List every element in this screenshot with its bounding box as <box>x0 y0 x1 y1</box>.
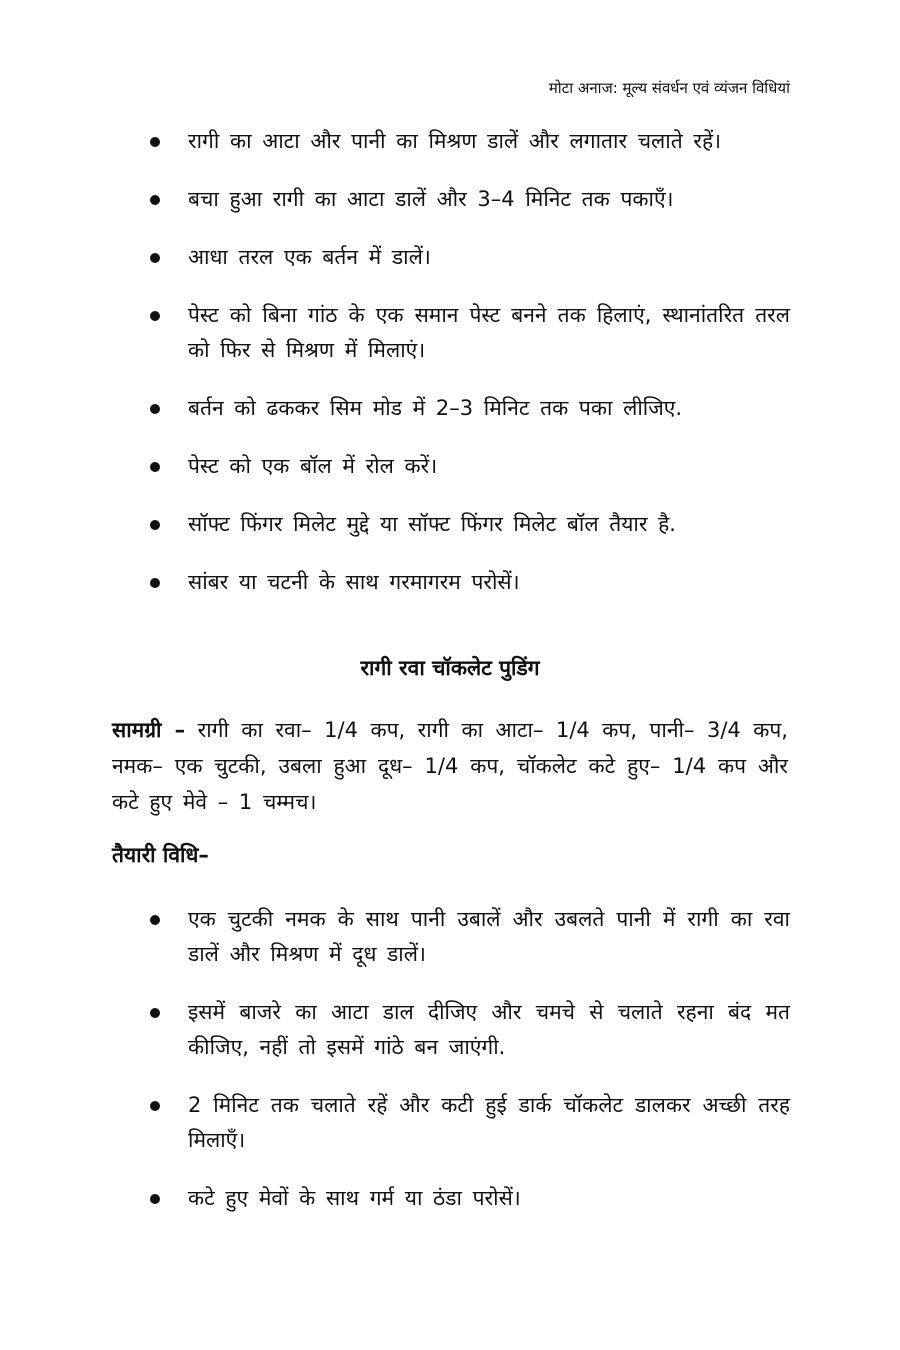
list-item <box>150 507 790 542</box>
bullet-icon <box>150 195 160 205</box>
list-item <box>150 240 790 275</box>
method-steps <box>150 902 790 1239</box>
bullet-icon <box>150 1194 160 1204</box>
ingredients-label: सामग्री – <box>112 718 186 742</box>
bullet-icon <box>150 520 160 530</box>
bullet-icon <box>150 137 160 147</box>
step-text: बचा हुआ रागी का आटा डालें और 3–4 मिनिट तक पकाएँ। <box>188 187 674 211</box>
method-heading: तैयारी विधि– <box>112 843 209 867</box>
step-text: कटे हुए मेवों के साथ गर्म या ठंडा परोसें। <box>188 1186 521 1210</box>
running-header: मोटा अनाज: मूल्य संवर्धन एवं व्यंजन विधियां <box>548 79 790 97</box>
list-item <box>150 449 790 484</box>
bullet-icon <box>150 1101 160 1111</box>
bullet-icon <box>150 253 160 263</box>
list-item <box>150 995 790 1065</box>
bullet-icon <box>150 404 160 414</box>
step-text: आधा तरल एक बर्तन में डालें। <box>188 245 431 269</box>
bullet-icon <box>150 1008 160 1018</box>
step-text: रागी का आटा और पानी का मिश्रण डालें और लगातार चलाते रहें। <box>188 129 722 153</box>
list-item <box>150 182 790 217</box>
list-item <box>150 1088 790 1158</box>
step-text: पेस्ट को एक बॉल में रोल करें। <box>188 454 438 478</box>
list-item <box>150 902 790 972</box>
list-item <box>150 565 790 600</box>
ingredients-text: रागी का रवा– 1/4 कप, रागी का आटा– 1/4 कप, पानी– 3/4 कप, नमक– एक चुटकी, उबला हुआ दूध– 1/4 कप, चॉकलेट कटे हुए– 1/4 कप और कटे हुए मेवे – 1 चम्मच। <box>112 718 788 814</box>
step-text: सांबर या चटनी के साथ गरमागरम परोसें। <box>188 570 520 594</box>
step-text: बर्तन को ढककर सिम मोड में 2–3 मिनिट तक पका लीजिए. <box>188 396 683 420</box>
bullet-icon <box>150 462 160 472</box>
list-item <box>150 298 790 368</box>
bullet-icon <box>150 915 160 925</box>
step-text: इसमें बाजरे का आटा डाल दीजिए और चमचे से चलाते रहना बंद मत कीजिए, नहीं तो इसमें गांठे बन जाएंगी. <box>188 1000 790 1059</box>
list-item <box>150 1181 790 1216</box>
step-text: एक चुटकी नमक के साथ पानी उबालें और उबलते पानी में रागी का रवा डालें और मिश्रण में दूध डालें। <box>188 907 790 966</box>
step-text: सॉफ्ट फिंगर मिलेट मुद्दे या सॉफ्ट फिंगर मिलेट बॉल तैयार है. <box>188 512 676 536</box>
ingredients-paragraph <box>112 712 788 820</box>
recipe-title: रागी रवा चॉकलेट पुडिंग <box>360 656 540 680</box>
previous-recipe-steps <box>150 124 790 623</box>
bullet-icon <box>150 311 160 321</box>
list-item <box>150 124 790 159</box>
list-item <box>150 391 790 426</box>
step-text: 2 मिनिट तक चलाते रहें और कटी हुई डार्क चॉकलेट डालकर अच्छी तरह मिलाएँ। <box>188 1093 790 1152</box>
step-text: पेस्ट को बिना गांठ के एक समान पेस्ट बनने तक हिलाएं, स्थानांतरित तरल को फिर से मिश्रण में मिलाएं। <box>188 303 790 362</box>
bullet-icon <box>150 578 160 588</box>
